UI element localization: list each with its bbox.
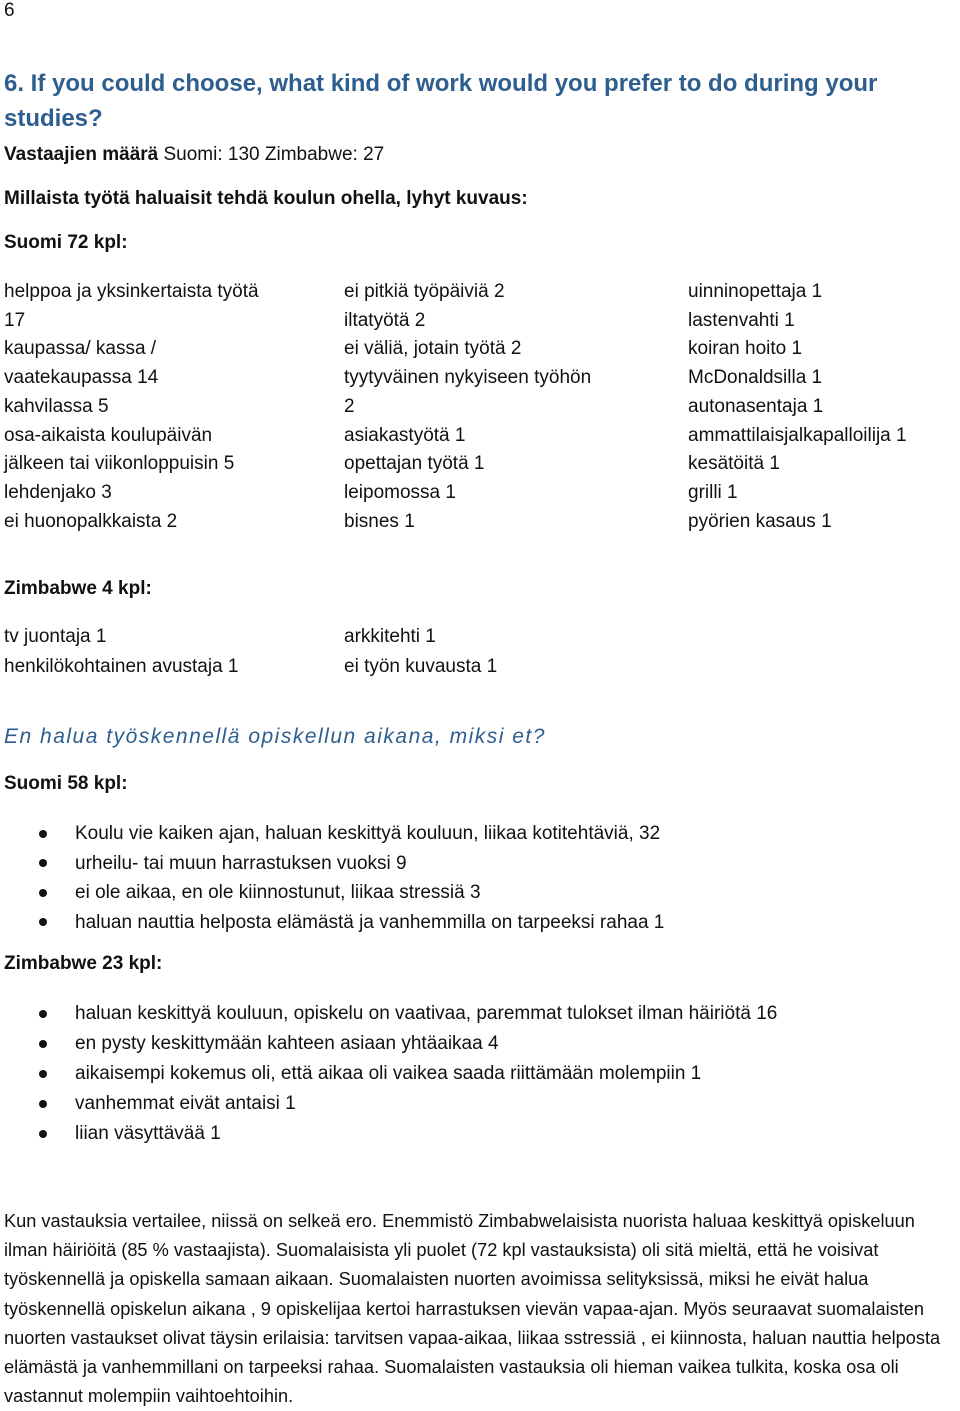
bullet-icon xyxy=(39,1010,47,1018)
answer-item: osa-aikaista koulupäivän xyxy=(4,424,213,446)
list-item: liian väsyttävää 1 xyxy=(0,1119,777,1149)
question-heading: 6. If you could choose, what kind of work would you prefer to do during your studies? xyxy=(4,70,878,132)
answer-item: tyytyväinen nykyiseen työhön xyxy=(344,367,592,389)
respondents-label: Vastaajien määrä xyxy=(4,144,159,165)
answer-item: uinninopettaja 1 xyxy=(688,281,823,302)
answer-item: ei pitkiä työpäiviä 2 xyxy=(344,281,505,302)
finland-work-column-3 xyxy=(688,278,958,536)
answer-item: kaupassa/ kassa / xyxy=(4,338,157,360)
no-work-question: En halua työskennellä opiskellun aikana, miksi et? xyxy=(4,725,546,748)
answer-item: kahvilassa 5 xyxy=(4,395,109,417)
answer-item: kesätöitä 1 xyxy=(688,453,780,475)
answer-item: lehdenjako 3 xyxy=(4,481,112,503)
answer-item: pyörien kasaus 1 xyxy=(688,510,832,532)
finland-no-work-heading: Suomi 58 kpl: xyxy=(4,773,128,794)
answer-item: iltatyötä 2 xyxy=(344,309,426,331)
answer-item: ei työn kuvausta 1 xyxy=(344,656,498,677)
answer-item: ammattilaisjalkapalloilija 1 xyxy=(688,424,907,446)
answer-item: McDonaldsilla 1 xyxy=(688,367,823,389)
bullet-icon xyxy=(39,830,47,838)
answer-item: 2 xyxy=(344,395,355,417)
list-item: ei ole aikaa, en ole kiinnostunut, liikaa stressiä 3 xyxy=(0,878,664,908)
list-item: haluan nauttia helposta elämästä ja vanhemmilla on tarpeeksi rahaa 1 xyxy=(0,908,664,938)
answer-item: grilli 1 xyxy=(688,481,738,503)
summary-paragraph: Kun vastauksia vertailee, niissä on selkeä ero. Enemmistö Zimbabwelaisista nuorista haluaa keskittyä opiskeluun ilman häiriöitä (85 % vastaajista). Suomalaisista yli puolet (72 kpl vastauksista) oli sitä mieltä, että he voisivat työskennellä ja opiskella samaan aikaan. Suomalaisten nuorten avoimissa selityksissä, miksi he eivät halua työskennellä opiskelun aikana , 9 opiskelijaa kertoi harrastuksen vievän vapaa-ajan. Myös seuraavat suomalaisten nuorten vastaukset olivat täysin erilaisia: tarvitsen vapaa-aikaa, liikaa sstressiä , ei kiinnosta, haluan nauttia helposta elämästä ja vanhemmillani on tarpeeksi rahaa. Suomalaisten vastauksia oli hieman vaikea tulkita, koska osa oli vastannut molempiin vaihtoehtoihin. xyxy=(4,1211,941,1407)
bullet-icon xyxy=(39,1040,47,1048)
list-item: en pysty keskittymään kahteen asiaan yhtäaikaa 4 xyxy=(0,1029,777,1059)
finland-work-heading: Suomi 72 kpl: xyxy=(4,232,128,253)
list-item: Koulu vie kaiken ajan, haluan keskittyä kouluun, liikaa kotitehtäviä, 32 xyxy=(0,819,664,849)
answer-item: asiakastyötä 1 xyxy=(344,424,466,446)
zimbabwe-work-heading: Zimbabwe 4 kpl: xyxy=(4,578,152,599)
finland-work-column-2 xyxy=(344,278,664,536)
list-item: aikaisempi kokemus oli, että aikaa oli vaikea saada riittämään molempiin 1 xyxy=(0,1059,777,1089)
answer-item: ei väliä, jotain työtä 2 xyxy=(344,338,522,360)
bullet-icon xyxy=(39,1130,47,1138)
answer-item: jälkeen tai viikonloppuisin 5 xyxy=(4,453,235,475)
finland-no-work-list xyxy=(0,819,664,937)
respondents-line xyxy=(4,144,384,166)
answer-item: bisnes 1 xyxy=(344,510,415,532)
answer-item: autonasentaja 1 xyxy=(688,395,824,417)
list-item: haluan keskittyä kouluun, opiskelu on vaativaa, paremmat tulokset ilman häiriötä 16 xyxy=(0,999,777,1029)
answer-item: henkilökohtainen avustaja 1 xyxy=(4,656,239,677)
zimbabwe-work-column-2 xyxy=(344,622,497,682)
answer-item: arkkitehti 1 xyxy=(344,626,436,647)
answer-item: helppoa ja yksinkertaista työtä xyxy=(4,281,259,302)
respondents-value: Suomi: 130 Zimbabwe: 27 xyxy=(163,144,385,165)
page-number: 6 xyxy=(4,0,15,21)
bullet-icon xyxy=(39,889,47,897)
answer-item: vaatekaupassa 14 xyxy=(4,367,159,389)
list-item: vanhemmat eivät antaisi 1 xyxy=(0,1089,777,1119)
bullet-icon xyxy=(39,1100,47,1108)
zimbabwe-no-work-list xyxy=(0,999,777,1149)
bullet-icon xyxy=(39,918,47,926)
answer-item: ei huonopalkkaista 2 xyxy=(4,510,178,532)
zimbabwe-work-column-1 xyxy=(4,622,239,682)
answer-item: 17 xyxy=(4,309,26,331)
answer-item: opettajan työtä 1 xyxy=(344,453,485,475)
work-question: Millaista työtä haluaisit tehdä koulun ohella, lyhyt kuvaus: xyxy=(4,188,528,209)
bullet-icon xyxy=(39,859,47,867)
finland-work-column-1 xyxy=(4,278,324,536)
zimbabwe-no-work-heading: Zimbabwe 23 kpl: xyxy=(4,953,163,974)
answer-item: lastenvahti 1 xyxy=(688,309,795,331)
bullet-icon xyxy=(39,1070,47,1078)
answer-item: leipomossa 1 xyxy=(344,481,456,503)
answer-item: tv juontaja 1 xyxy=(4,626,107,647)
answer-item: koiran hoito 1 xyxy=(688,338,803,360)
list-item: urheilu- tai muun harrastuksen vuoksi 9 xyxy=(0,849,664,879)
